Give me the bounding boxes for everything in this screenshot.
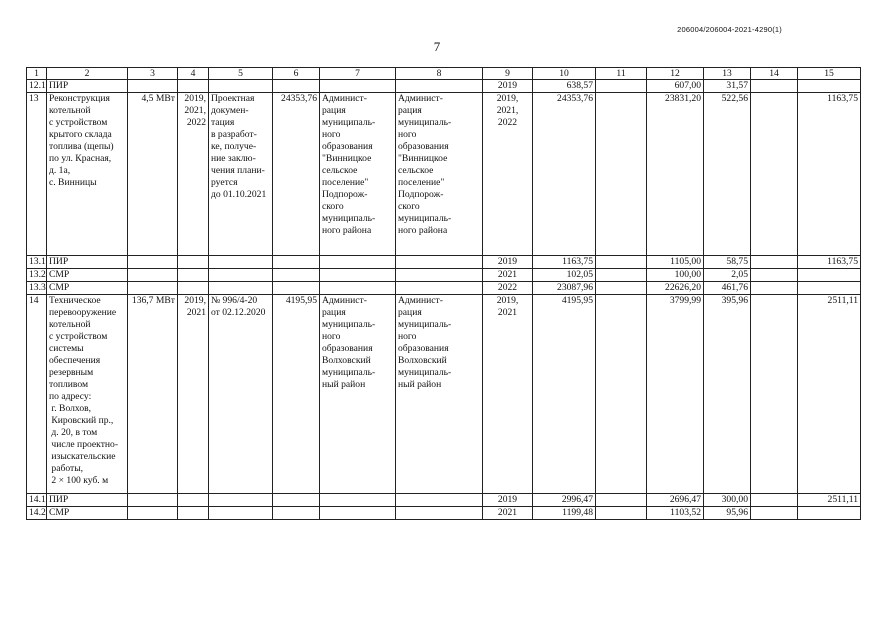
row-year: 2019 — [483, 494, 533, 507]
col-num: 11 — [596, 68, 647, 80]
row-col12: 607,00 — [647, 80, 704, 93]
row-name: СМР — [47, 269, 128, 282]
row-year: 2019 — [483, 256, 533, 269]
row-number: 13.2 — [27, 269, 47, 282]
row-col13: 31,57 — [704, 80, 751, 93]
table-row — [27, 507, 861, 520]
col-num: 9 — [483, 68, 533, 80]
row-col13: 522,56 — [704, 93, 751, 256]
row-col12: 2696,47 — [647, 494, 704, 507]
row-total: 4195,95 — [533, 295, 596, 494]
page-number: 7 — [433, 39, 441, 54]
row-number: 14.1 — [27, 494, 47, 507]
row-col12: 100,00 — [647, 269, 704, 282]
col-num: 7 — [320, 68, 396, 80]
row-name: ПИР — [47, 494, 128, 507]
col-num: 12 — [647, 68, 704, 80]
table-row — [27, 494, 861, 507]
row-power: 136,7 МВт — [128, 295, 178, 494]
document-id: 206004/206004-2021-4290(1) — [677, 25, 782, 34]
row-name: СМР — [47, 507, 128, 520]
col-num: 5 — [209, 68, 273, 80]
row-year: 2019, 2021 — [483, 295, 533, 494]
row-cost: 24353,76 — [273, 93, 320, 256]
row-owner: Админист- рация муниципаль- ного образования "Винницкое сельское поселение" Подпорож- ского муниципаль- ного района — [396, 93, 483, 256]
row-col13: 300,00 — [704, 494, 751, 507]
row-customer: Админист- рация муниципаль- ного образования Волховский муниципаль- ный район — [320, 295, 396, 494]
col-num: 3 — [128, 68, 178, 80]
row-owner: Админист- рация муниципаль- ного образования Волховский муниципаль- ный район — [396, 295, 483, 494]
col-num: 10 — [533, 68, 596, 80]
col-num: 4 — [178, 68, 209, 80]
row-year: 2022 — [483, 282, 533, 295]
row-name: СМР — [47, 282, 128, 295]
row-total: 2996,47 — [533, 494, 596, 507]
table-row — [27, 256, 861, 269]
row-total: 1163,75 — [533, 256, 596, 269]
row-col12: 1105,00 — [647, 256, 704, 269]
table-row — [27, 295, 861, 494]
row-col15: 2511,11 — [798, 494, 861, 507]
row-year: 2021 — [483, 269, 533, 282]
row-col13: 58,75 — [704, 256, 751, 269]
row-years: 2019, 2021 — [178, 295, 209, 494]
row-col13: 95,96 — [704, 507, 751, 520]
row-col15: 1163,75 — [798, 256, 861, 269]
row-col15: 1163,75 — [798, 93, 861, 256]
row-name: Реконструкция котельной с устройством крытого склада топлива (щепы) по ул. Красная, д. 1а, с. Винницы — [47, 93, 128, 256]
row-name: ПИР — [47, 80, 128, 93]
row-total: 102,05 — [533, 269, 596, 282]
row-total: 24353,76 — [533, 93, 596, 256]
col-num: 8 — [396, 68, 483, 80]
row-cost: 4195,95 — [273, 295, 320, 494]
row-number: 14 — [27, 295, 47, 494]
row-year: 2019, 2021, 2022 — [483, 93, 533, 256]
table-row — [27, 282, 861, 295]
table-row — [27, 93, 861, 256]
col-num: 6 — [273, 68, 320, 80]
row-col12: 1103,52 — [647, 507, 704, 520]
col-num: 1 — [27, 68, 47, 80]
row-col13: 461,76 — [704, 282, 751, 295]
row-col12: 22626,20 — [647, 282, 704, 295]
row-document: № 996/4-20 от 02.12.2020 — [209, 295, 273, 494]
table-row — [27, 80, 861, 93]
row-number: 13.3 — [27, 282, 47, 295]
row-customer: Админист- рация муниципаль- ного образования "Винницкое сельское поселение" Подпорож- ского муниципаль- ного района — [320, 93, 396, 256]
row-total: 1199,48 — [533, 507, 596, 520]
column-number-row — [27, 68, 861, 80]
row-years: 2019, 2021, 2022 — [178, 93, 209, 256]
row-name: ПИР — [47, 256, 128, 269]
row-name: Техническое перевооружение котельной с устройством системы обеспечения резервным топливом по адресу: г. Волхов, Кировский пр., д. 20, в том числе проектно- изыскательские работы, 2 × 100 куб. м — [47, 295, 128, 494]
col-num: 15 — [798, 68, 861, 80]
col-num: 2 — [47, 68, 128, 80]
col-num: 14 — [751, 68, 798, 80]
row-total: 23087,96 — [533, 282, 596, 295]
row-power: 4,5 МВт — [128, 93, 178, 256]
table-row — [27, 269, 861, 282]
row-col13: 395,96 — [704, 295, 751, 494]
row-col12: 3799,99 — [647, 295, 704, 494]
row-col12: 23831,20 — [647, 93, 704, 256]
row-total: 638,57 — [533, 80, 596, 93]
row-year: 2019 — [483, 80, 533, 93]
row-number: 12.1 — [27, 80, 47, 93]
row-number: 13 — [27, 93, 47, 256]
row-number: 13.1 — [27, 256, 47, 269]
row-year: 2021 — [483, 507, 533, 520]
col-num: 13 — [704, 68, 751, 80]
row-number: 14.2 — [27, 507, 47, 520]
row-document: Проектная докумен- тация в разработ- ке, получе- ние заклю- чения плани- руется до 01.10.2021 — [209, 93, 273, 256]
row-col15: 2511,11 — [798, 295, 861, 494]
row-col13: 2,05 — [704, 269, 751, 282]
investment-program-table — [26, 67, 861, 520]
